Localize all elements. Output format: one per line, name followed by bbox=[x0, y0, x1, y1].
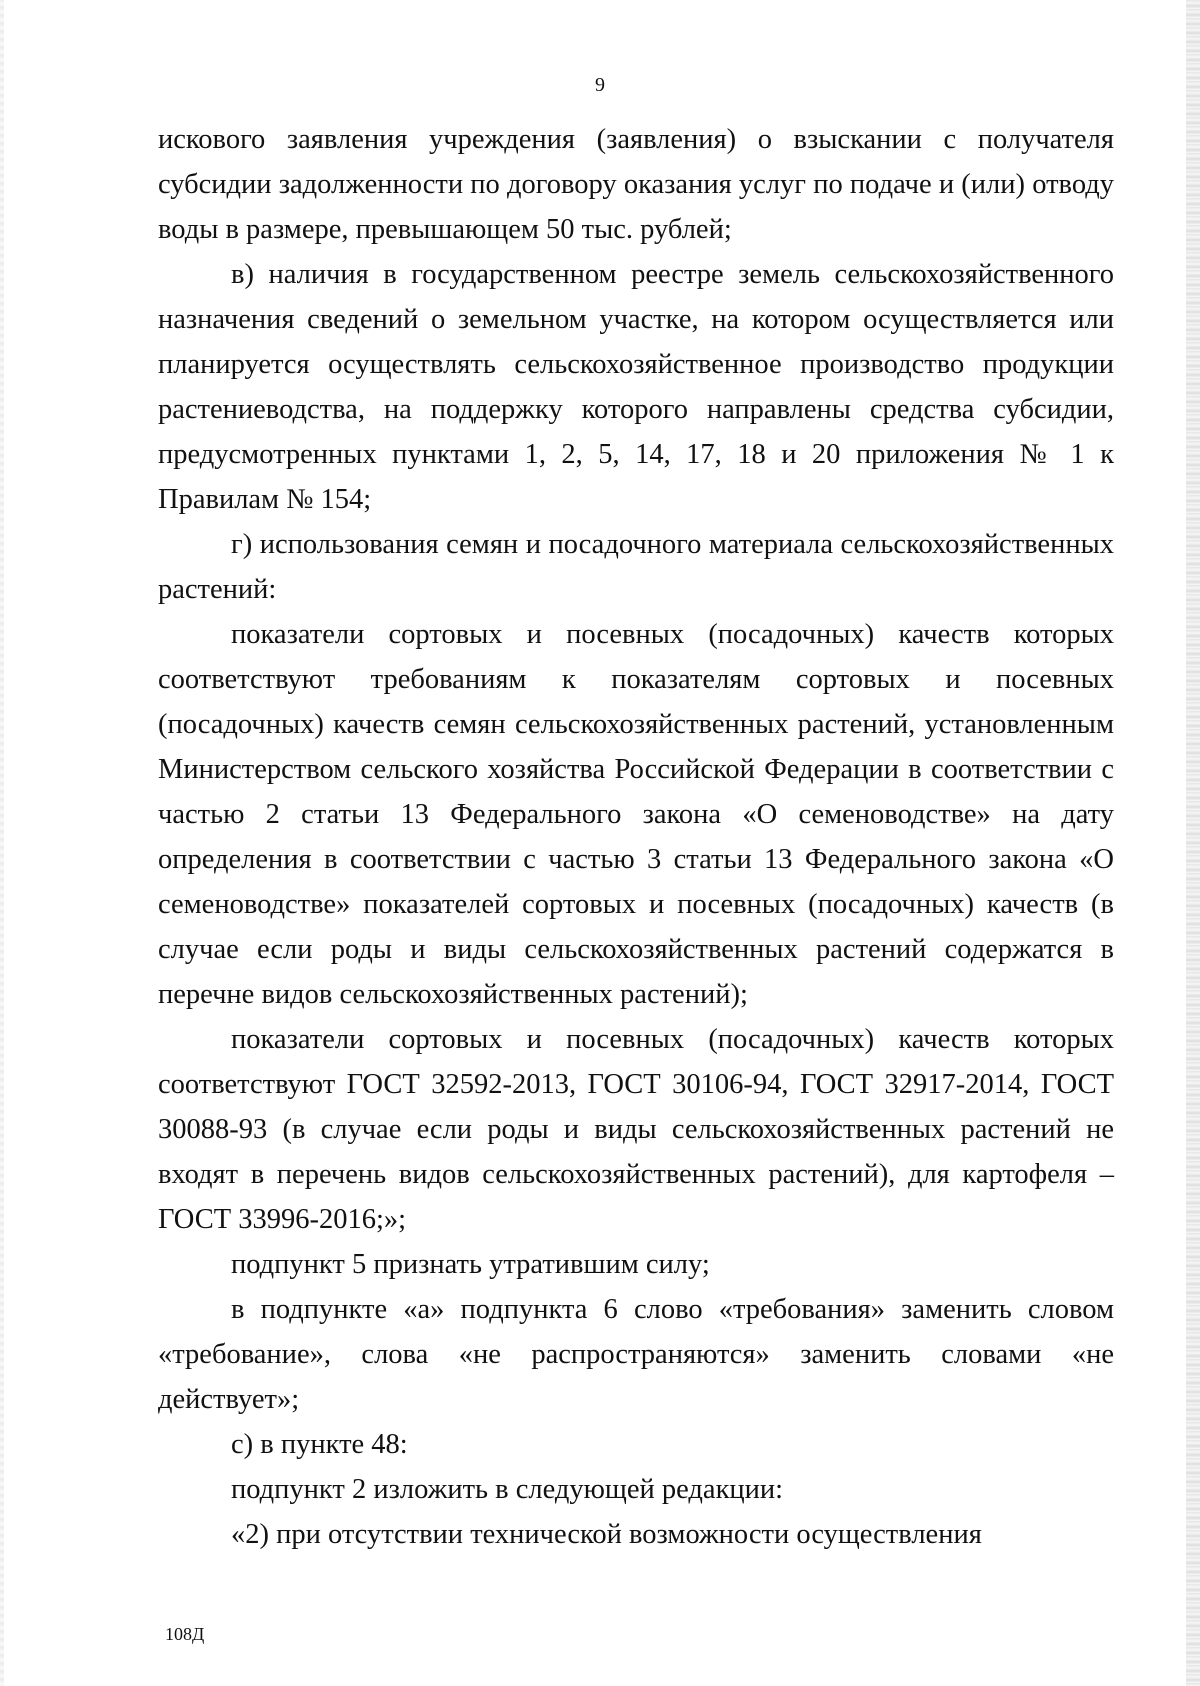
footer-code: 108Д bbox=[165, 1624, 205, 1644]
paragraph-6: подпункт 5 признать утратившим силу; bbox=[231, 1249, 710, 1280]
scan-edge-right bbox=[1186, 0, 1200, 1686]
page-number: 9 bbox=[595, 74, 605, 96]
paragraph-10: «2) при отсутствии технической возможности осуществления bbox=[231, 1519, 982, 1550]
paragraph-2: в) наличия в государственном реестре земель сельскохозяйственного назначения сведений о земельном участке, на котором осуществляется или планируется осуществлять сельскохозяйственное производство продукции растениеводства, на поддержку которого направлены средства субсидии, предусмотренных пунктами 1, 2, 5, 14, 17, 18 и 20 приложения № 1 к Правилам № 154; bbox=[158, 259, 1114, 515]
paragraph-3: г) использования семян и посадочного материала сельскохозяйственных растений: bbox=[158, 529, 1114, 605]
paragraph-8: с) в пункте 48: bbox=[231, 1429, 408, 1460]
document-body bbox=[158, 117, 1114, 1557]
paragraph-5: показатели сортовых и посевных (посадочных) качеств которых соответствуют ГОСТ 32592-2013, ГОСТ 30106-94, ГОСТ 32917-2014, ГОСТ 30088-93 (в случае если роды и виды сельскохозяйственных растений не входят в перечень видов сельскохозяйственных растений), для картофеля – ГОСТ 33996-2016;»; bbox=[158, 1024, 1114, 1235]
scan-edge-left bbox=[0, 0, 4, 1686]
paragraph-1: искового заявления учреждения (заявления) о взыскании с получателя субсидии задолженности по договору оказания услуг по подаче и (или) отводу воды в размере, превышающем 50 тыс. рублей; bbox=[158, 124, 1114, 245]
paragraph-7: в подпункте «а» подпункта 6 слово «требования» заменить словом «требование», слова «не распространяются» заменить словами «не действует»; bbox=[158, 1294, 1114, 1415]
paragraph-9: подпункт 2 изложить в следующей редакции: bbox=[231, 1474, 784, 1505]
paragraph-4: показатели сортовых и посевных (посадочных) качеств которых соответствуют требованиям к показателям сортовых и посевных (посадочных) качеств семян сельскохозяйственных растений, установленным Министерством сельского хозяйства Российской Федерации в соответствии с частью 2 статьи 13 Федерального закона «О семеноводстве» на дату определения в соответствии с частью 3 статьи 13 Федерального закона «О семеноводстве» показателей сортовых и посевных (посадочных) качеств (в случае если роды и виды сельскохозяйственных растений содержатся в перечне видов сельскохозяйственных растений); bbox=[158, 619, 1114, 1010]
